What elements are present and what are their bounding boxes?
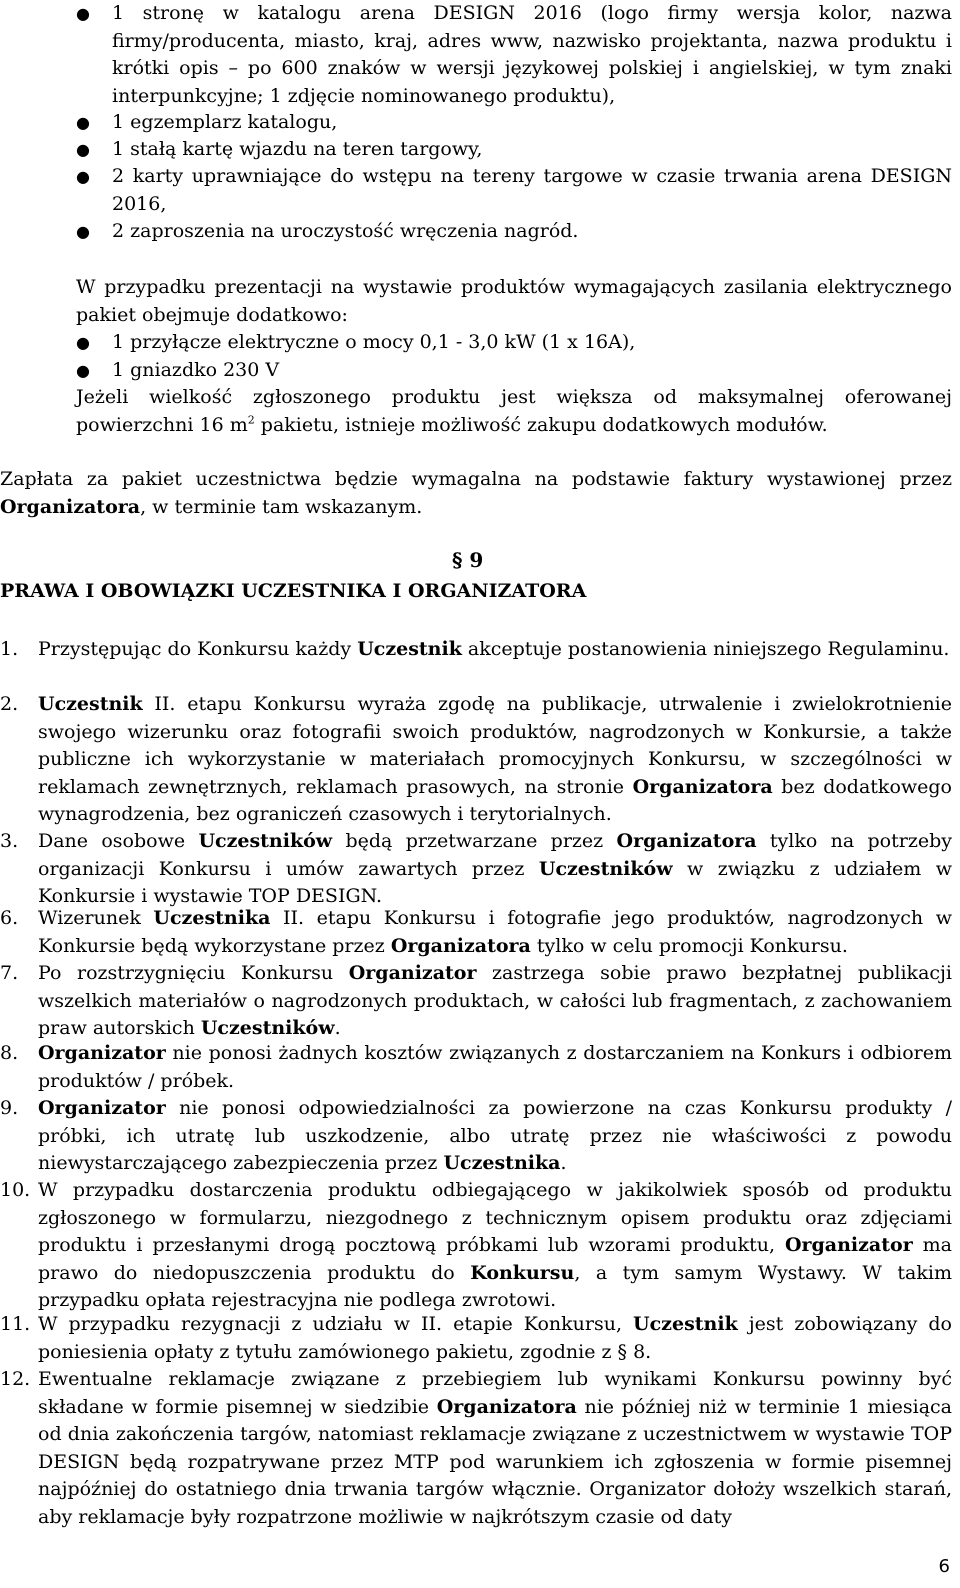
rule-text: akceptuje postanowienia niniejszego Regulaminu.	[461, 638, 950, 660]
bold-term: Uczestnik	[633, 1313, 738, 1335]
bold-term: Organizator	[38, 1097, 166, 1119]
rule-text: tylko w celu promocji Konkursu.	[530, 934, 848, 957]
rule-text: bez dodatkowego wynagrodzenia, bez ograniczeń czasowych i terytorialnych.	[38, 775, 952, 825]
bold-term: Uczestnika	[153, 907, 271, 929]
rule-item	[0, 1177, 952, 1315]
rule-number: 8.	[0, 1042, 19, 1064]
bold-term: Organizatora	[436, 1395, 577, 1418]
rule-item	[0, 1040, 952, 1095]
rule-text: Wizerunek	[38, 907, 154, 929]
rule-text: nie ponosi odpowiedzialności za powierzone na czas Konkursu produkty / próbki, ich utratę lub uszkodzenie, albo utratę przez nie właściwości z powodu niewystarczającego zabezpieczenia przez	[38, 1097, 952, 1174]
bullet-icon: ●	[76, 361, 90, 380]
list-item: ● 1 gniazdko 230 V	[112, 357, 952, 385]
rule-item	[0, 1311, 952, 1366]
rule-text: .	[334, 1017, 341, 1039]
rule-text: w związku z udziałem w Konkursie i wystawie TOP DESIGN.	[38, 857, 952, 907]
bullet-icon: ●	[76, 333, 90, 352]
rule-text: będą przetwarzane przez	[332, 830, 617, 852]
rule-number: 11.	[0, 1313, 31, 1335]
section-number: § 9	[452, 548, 484, 572]
page-number: 6	[938, 1556, 950, 1577]
rule-number: 12.	[0, 1368, 31, 1390]
rule-text: Dane osobowe	[38, 830, 199, 852]
bold-term: Organizator	[38, 1042, 166, 1064]
bold-term: Konkursu	[470, 1261, 575, 1284]
rule-text: tylko na potrzeby organizacji Konkursu i umów zawartych przez	[38, 830, 952, 880]
rule-number: 3.	[0, 830, 19, 852]
section-heading: PRAWA I OBOWIĄZKI UCZESTNIKA I ORGANIZATORA	[0, 580, 587, 602]
rule-text: Po rozstrzygnięciu Konkursu	[38, 962, 349, 984]
rule-text: , a tym samym Wystawy. W takim przypadku opłata rejestracyjna nie podlega zwrotowi.	[38, 1261, 952, 1311]
bullet-icon: ●	[76, 4, 90, 23]
rule-item	[0, 960, 953, 1043]
rule-text: nie ponosi żadnych kosztów związanych z dostarczaniem na Konkurs i odbiorem produktów / próbek.	[38, 1042, 952, 1092]
bold-term: Organizator	[348, 962, 477, 984]
rule-item	[0, 691, 952, 829]
list-item: ● 2 zaproszenia na uroczystość wręczenia nagród.	[112, 218, 952, 246]
rule-item	[0, 636, 952, 664]
rule-item	[0, 1366, 952, 1531]
rule-text: II. etapu Konkursu i fotografie jego produktów, nagrodzonych w Konkursie będą wykorzystane przez	[38, 907, 952, 957]
rule-item	[0, 1095, 952, 1178]
rule-text: .	[560, 1152, 567, 1174]
rule-text: nie później niż w terminie 1 miesiąca od dnia zakończenia targów, natomiast reklamacje związane z uczestnictwem w wystawie TOP DESIGN będą rozpatrywane przez MTP pod warunkiem ich zgłoszenia w formie pisemnej najpóźniej do ostatniego dnia trwania targów włącznie. Organizator dołoży wszelkich starań, aby reklamacje były rozpatrzone możliwie w najkrótszym czasie od daty	[38, 1395, 952, 1528]
bold-term: Uczestnika	[443, 1152, 561, 1174]
rule-item	[0, 828, 952, 911]
rule-text: jest zobowiązany do poniesienia opłaty z tytułu zamówionego pakietu, zgodnie z § 8.	[38, 1313, 952, 1363]
rule-text: Ewentualne reklamacje związane z przebiegiem lub wynikami Konkursu powinny być składane w formie pisemnej w siedzibie	[38, 1368, 952, 1418]
bold-term: Uczestnik	[357, 638, 462, 660]
bullet-icon: ●	[76, 222, 90, 241]
electric-intro: W przypadku prezentacji na wystawie produktów wymagających zasilania elektrycznego pakiet obejmuje dodatkowo:	[76, 276, 952, 326]
rule-number: 7.	[0, 962, 19, 984]
list-item: ● 1 stronę w katalogu arena DESIGN 2016 (logo firmy wersja kolor, nazwa firmy/producenta, miasto, kraj, adres www, nazwisko projektanta, nazwa produktu i krótki opis – po 600 znaków w wersji językowej polskiej i angielskiej, w tym znaki interpunkcyjne; 1 zdjęcie nominowanego produktu),	[76, 2, 952, 107]
rule-item	[0, 905, 952, 960]
rule-text: ma prawo do niedopuszczenia produktu do	[38, 1234, 952, 1284]
bold-term: Uczestników	[198, 830, 333, 852]
rule-text: W przypadku rezygnacji z udziału w II. etapie Konkursu,	[38, 1313, 634, 1335]
list-item: ● 1 stałą kartę wjazdu na teren targowy,	[112, 136, 952, 164]
rule-number: 6.	[0, 907, 19, 929]
rule-text: Przystępując do Konkursu każdy	[38, 638, 358, 660]
rule-number: 9.	[0, 1097, 19, 1119]
list-item: ● 1 egzemplarz katalogu,	[112, 109, 952, 137]
bold-term: Organizatora	[390, 934, 531, 957]
rule-text: zastrzega sobie prawo bezpłatnej publikacji wszelkich materiałów o nagrodzonych produktach, w całości lub fragmentach, z zachowaniem praw autorskich	[38, 962, 953, 1039]
size-note: Jeżeli wielkość zgłoszonego produktu jest większa od maksymalnej oferowanej powierzchni 16 $m^2$ pakietu, istnieje możliwość zakupu dodatkowych modułów.	[76, 386, 952, 436]
list-item: ● 2 karty uprawniające do wstępu na tereny targowe w czasie trwania arena DESIGN 2016,	[76, 165, 952, 215]
bold-term: Organizatora	[632, 775, 773, 798]
bullet-icon: ●	[76, 167, 90, 186]
bold-term: Uczestników	[538, 857, 673, 880]
rule-number: 10.	[0, 1179, 31, 1201]
payment-paragraph: Zapłata za pakiet uczestnictwa będzie wymagalna na podstawie faktury wystawionej przez Organizatora, w terminie tam wskazanym.	[0, 468, 952, 518]
bullet-icon: ●	[76, 140, 90, 159]
bold-term: Organizatora	[616, 830, 757, 852]
rule-text: II. etapu Konkursu wyraża zgodę na publikacje, utrwalenie i zwielokrotnienie swojego wizerunku oraz fotografii swoich produktów, nagrodzonych w Konkursie, a także publiczne ich wykorzystanie w materiałach promocyjnych Konkursu, w szczególności w reklamach zewnętrznych, reklamach prasowych, na stronie	[38, 693, 952, 798]
bullet-icon: ●	[76, 113, 90, 132]
rule-number: 2.	[0, 693, 19, 715]
bold-term: Uczestnik	[38, 693, 143, 715]
rule-text: W przypadku dostarczenia produktu odbiegającego w jakikolwiek sposób od produktu zgłoszonego w formularzu, niezgodnego z technicznym opisem produktu oraz zdjęciami produktu i przesłanymi drogą pocztową próbkami lub wzorami produktu,	[38, 1179, 952, 1256]
rule-number: 1.	[0, 638, 19, 660]
bold-term: Uczestników	[200, 1017, 335, 1039]
list-item: ● 1 przyłącze elektryczne o mocy 0,1 - 3,0 kW (1 x 16A),	[112, 329, 952, 357]
bold-term: Organizator	[784, 1234, 913, 1256]
